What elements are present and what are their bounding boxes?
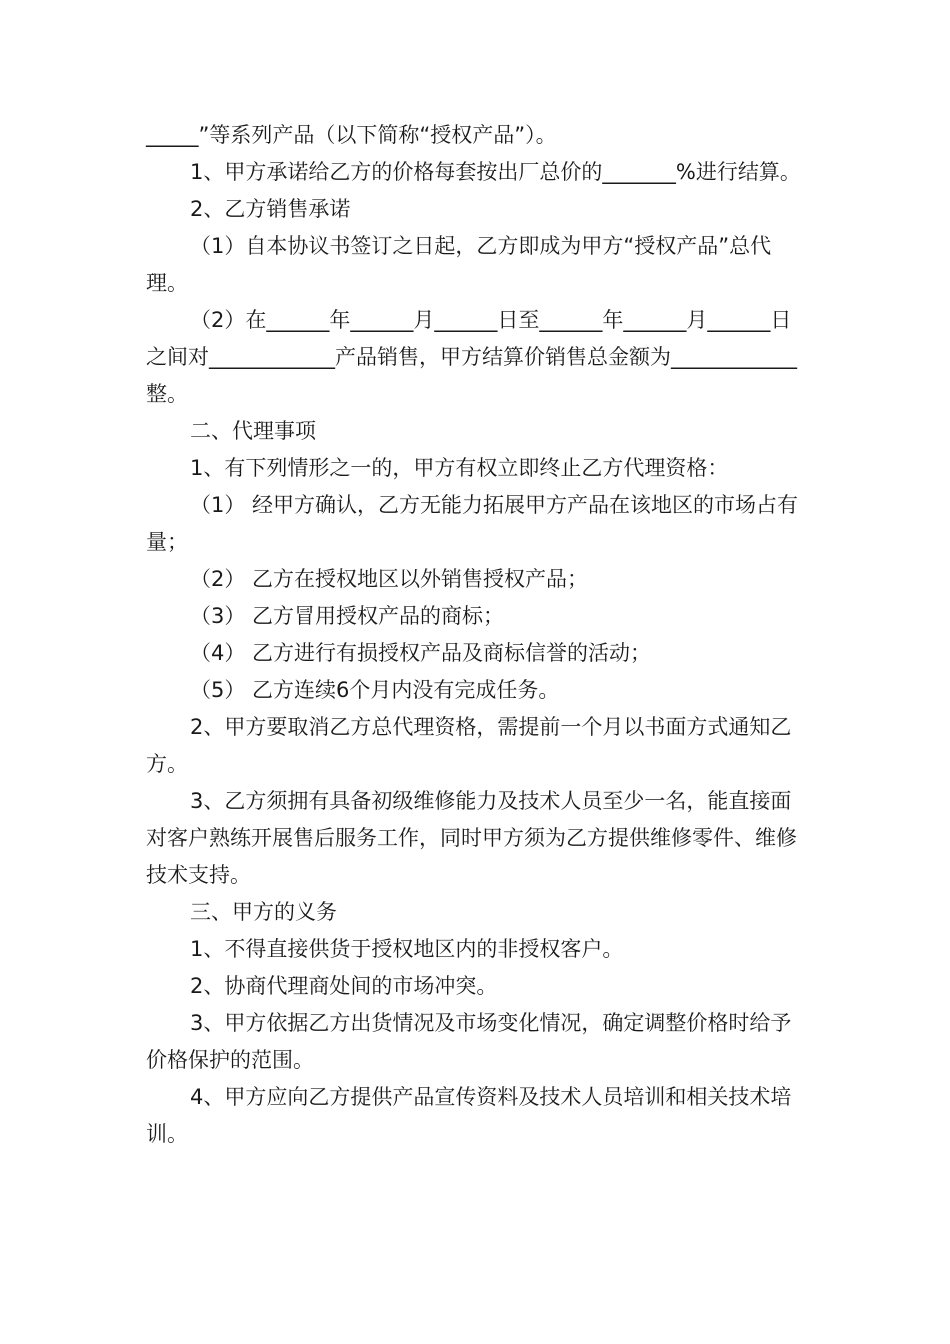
paragraph-authorized-products: _____”等系列产品（以下简称“授权产品”）。 [146,123,557,147]
document-body [146,117,808,1153]
list-item-condition-5: （5） 乙方连续6个月内没有完成任务。 [190,678,560,702]
paragraph-sales-period: （2）在______年______月______日至______年______月______日之间对____________产品销售，甲方结算价销售总金额为____________整。 [146,308,797,406]
section-heading-party-a-obligations: 三、甲方的义务 [190,900,337,924]
paragraph-obligation-2: 2、协商代理商处间的市场冲突。 [190,974,498,998]
list-item-condition-2: （2） 乙方在授权地区以外销售授权产品； [190,567,589,591]
list-item-condition-1: （1） 经甲方确认，乙方无能力拓展甲方产品在该地区的市场占有量； [146,493,799,554]
paragraph-sales-commitment-heading: 2、乙方销售承诺 [190,197,351,221]
paragraph-cancel-qualification: 2、甲方要取消乙方总代理资格，需提前一个月以书面方式通知乙方。 [146,715,792,776]
section-heading-agency-matters: 二、代理事项 [190,419,316,443]
paragraph-termination-conditions: 1、有下列情形之一的，甲方有权立即终止乙方代理资格： [190,456,729,480]
paragraph-obligation-3: 3、甲方依据乙方出货情况及市场变化情况，确定调整价格时给予价格保护的范围。 [146,1011,792,1072]
paragraph-maintenance-staff: 3、乙方须拥有具备初级维修能力及技术人员至少一名，能直接面对客户熟练开展售后服务工作，同时甲方须为乙方提供维修零件、维修技术支持。 [146,789,797,887]
list-item-condition-3: （3） 乙方冒用授权产品的商标； [190,604,505,628]
paragraph-obligation-1: 1、不得直接供货于授权地区内的非授权客户。 [190,937,624,961]
paragraph-obligation-4: 4、甲方应向乙方提供产品宣传资料及技术人员培训和相关技术培训。 [146,1085,792,1146]
list-item-condition-4: （4） 乙方进行有损授权产品及商标信誉的活动； [190,641,652,665]
paragraph-price-commitment: 1、甲方承诺给乙方的价格每套按出厂总价的_______%进行结算。 [190,160,801,184]
paragraph-general-agent: （1）自本协议书签订之日起，乙方即成为甲方“授权产品”总代理。 [146,234,772,295]
